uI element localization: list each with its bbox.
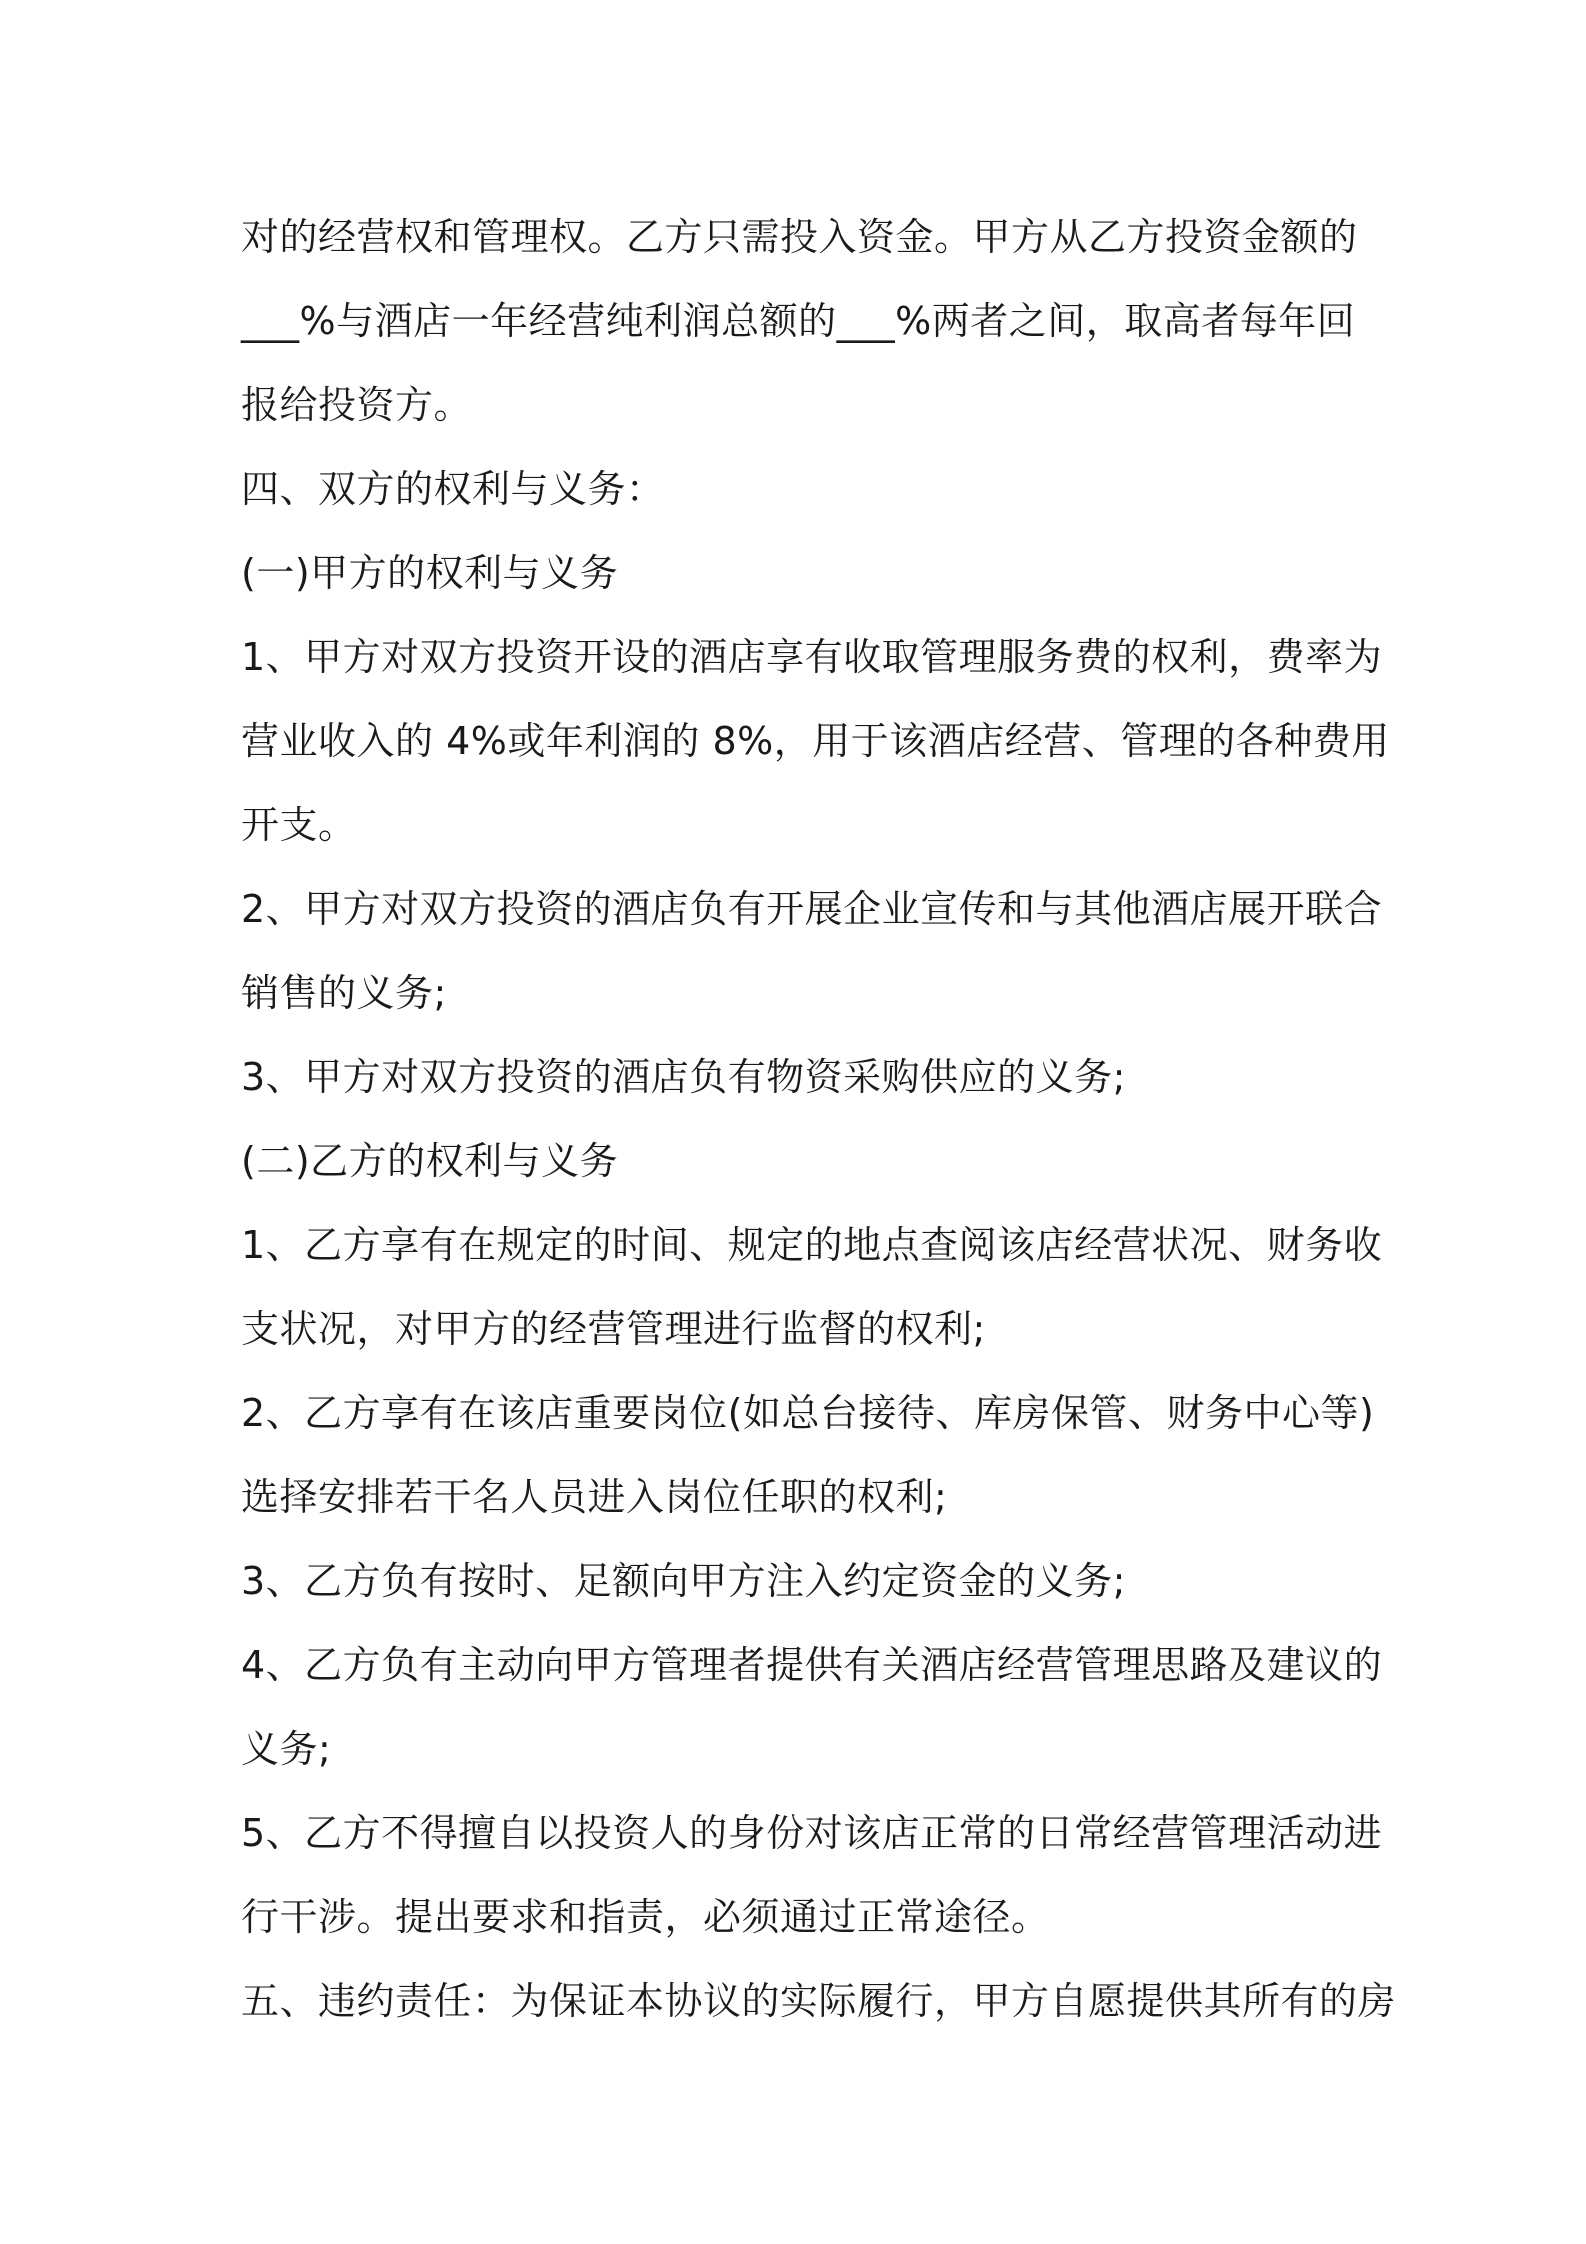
text-line: 4、乙方负有主动向甲方管理者提供有关酒店经营管理思路及建议的 [241,1643,1383,1687]
text-line: 2、乙方享有在该店重要岗位(如总台接待、库房保管、财务中心等) [241,1391,1375,1435]
section-heading: 五、违约责任：为保证本协议的实际履行，甲方自愿提供其所有的房 [241,1979,1397,2023]
text-line: 报给投资方。 [241,383,473,427]
text-line: 1、乙方享有在规定的时间、规定的地点查阅该店经营状况、财务收 [241,1223,1383,1267]
document-body [241,195,1397,2043]
text-line: 销售的义务; [241,971,447,1015]
text-line: 行干涉。提出要求和指责，必须通过正常途径。 [241,1895,1050,1939]
text-line: 营业收入的 4%或年利润的 8%，用于该酒店经营、管理的各种费用 [241,719,1390,763]
section-heading: 四、双方的权利与义务： [241,467,665,511]
subsection-heading: (一)甲方的权利与义务 [241,551,619,595]
text-line: 选择安排若干名人员进入岗位任职的权利; [241,1475,948,1519]
text-line: 3、甲方对双方投资的酒店负有物资采购供应的义务; [241,1055,1126,1099]
text-line: 义务; [241,1727,332,1771]
text-line: 开支。 [241,803,357,847]
text-line: 3、乙方负有按时、足额向甲方注入约定资金的义务; [241,1559,1126,1603]
text-line: ___%与酒店一年经营纯利润总额的___%两者之间，取高者每年回 [241,299,1356,343]
text-line: 5、乙方不得擅自以投资人的身份对该店正常的日常经营管理活动进 [241,1811,1383,1855]
subsection-heading: (二)乙方的权利与义务 [241,1139,619,1183]
text-line: 支状况，对甲方的经营管理进行监督的权利; [241,1307,986,1351]
text-line: 2、甲方对双方投资的酒店负有开展企业宣传和与其他酒店展开联合 [241,887,1383,931]
text-line: 1、甲方对双方投资开设的酒店享有收取管理服务费的权利，费率为 [241,635,1383,679]
text-line: 对的经营权和管理权。乙方只需投入资金。甲方从乙方投资金额的 [241,215,1358,259]
